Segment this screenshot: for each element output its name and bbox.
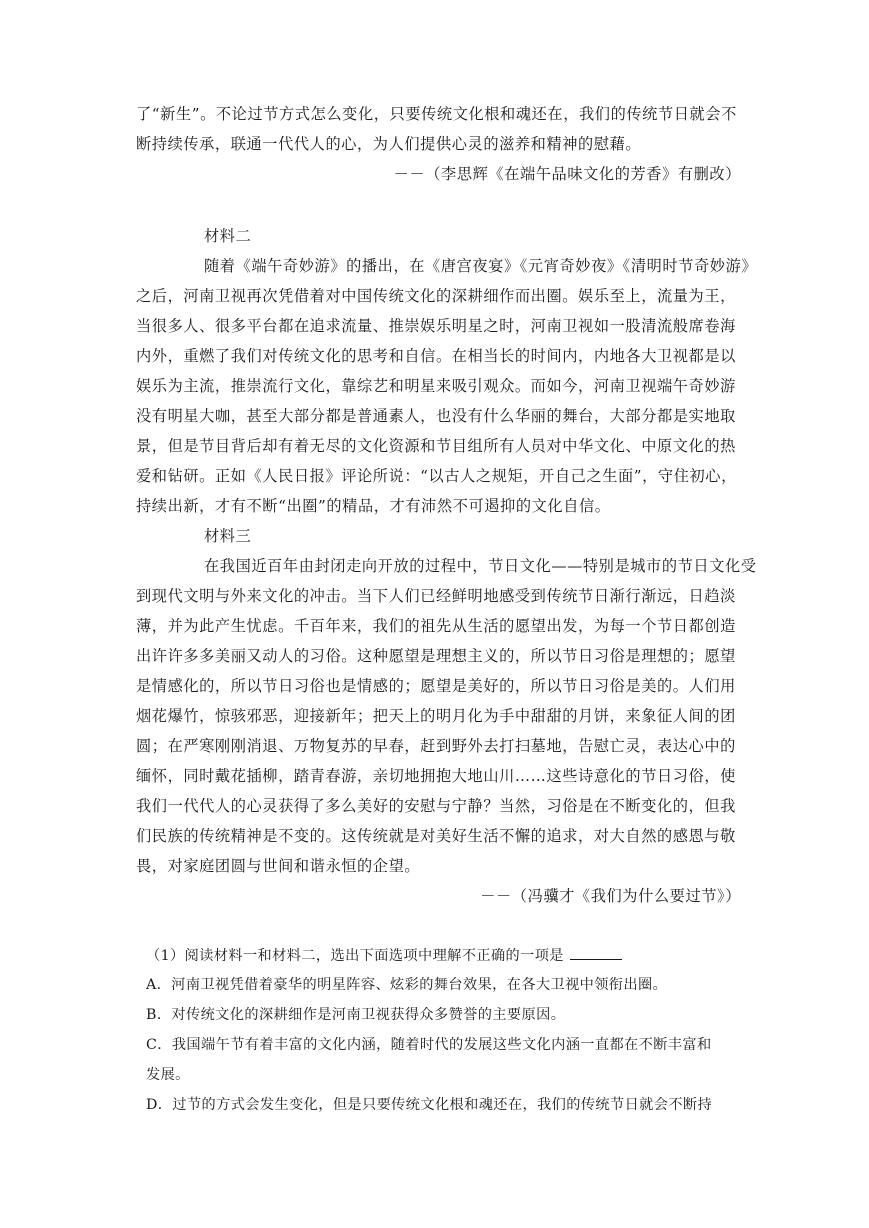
paragraph-line: 薄，并为此产生忧虑。千百年来，我们的祖先从生活的愿望出发，为每一个节日都创造 xyxy=(136,617,736,635)
paragraph-line: 当很多人、很多平台都在追求流量、推崇娱乐明星之时，河南卫视如一股清流般席卷海 xyxy=(136,317,736,335)
option-d: D．过节的方式会发生变化，但是只要传统文化根和魂还在，我们的传统节日就会不断持 xyxy=(146,1097,713,1113)
paragraph-line: 们民族的传统精神是不变的。这传统就是对美好生活不懈的追求，对大自然的感恩与敬 xyxy=(136,827,736,845)
paragraph-line: 出许许多多美丽又动人的习俗。这种愿望是理想主义的，所以节日习俗是理想的；愿望 xyxy=(136,647,736,665)
paragraph-line: 爱和钻研。正如《人民日报》评论所说：“以古人之规矩，开自己之生面”，守住初心， xyxy=(136,467,737,485)
section-heading: 材料三 xyxy=(204,527,252,545)
question-stem xyxy=(146,945,746,966)
paragraph-line: 圆；在严寒刚刚消退、万物复苏的早春，赶到野外去打扫墓地，告慰亡灵，表达心中的 xyxy=(136,737,736,755)
paragraph-line: 内外，重燃了我们对传统文化的思考和自信。在相当长的时间内，内地各大卫视都是以 xyxy=(136,347,736,365)
paragraph-line: 随着《端午奇妙游》的播出，在《唐宫夜宴》《元宵奇妙夜》《清明时节奇妙游》 xyxy=(204,257,758,275)
source-citation: －－（冯骥才《我们为什么要过节》） xyxy=(480,887,741,905)
paragraph-line: 在我国近百年由封闭走向开放的过程中，节日文化——特别是城市的节日文化受 xyxy=(204,557,757,575)
paragraph-line: 畏，对家庭团圆与世间和谐永恒的企望。 xyxy=(136,857,421,875)
paragraph-line: 娱乐为主流，推崇流行文化，靠综艺和明星来吸引观众。而如今，河南卫视端午奇妙游 xyxy=(136,377,736,395)
paragraph-line: 之后，河南卫视再次凭借着对中国传统文化的深耕细作而出圈。娱乐至上，流量为王， xyxy=(136,287,736,305)
paragraph-line: 缅怀，同时戴花插柳，踏青春游，亲切地拥抱大地山川……这些诗意化的节日习俗，使 xyxy=(136,767,736,785)
section-heading: 材料二 xyxy=(204,227,252,245)
option-a: A．河南卫视凭借着豪华的明星阵容、炫彩的舞台效果，在各大卫视中领衔出圈。 xyxy=(146,977,668,993)
paragraph-line: 了“新生”。不论过节方式怎么变化，只要传统文化根和魂还在，我们的传统节日就会不 xyxy=(136,105,737,123)
paragraph-line: 是情感化的，所以节日习俗也是情感的；愿望是美好的，所以节日习俗是美的。人们用 xyxy=(136,677,736,695)
paragraph-line: 持续出新，才有不断“出圈”的精品，才有沛然不可遏抑的文化自信。 xyxy=(136,497,611,515)
paragraph-line: 我们一代代人的心灵获得了多么美好的安慰与宁静？当然，习俗是在不断变化的，但我 xyxy=(136,797,736,815)
paragraph-line: 到现代文明与外来文化的冲击。当下人们已经鲜明地感受到传统节日渐行渐远，日趋淡 xyxy=(136,587,736,605)
option-c: C．我国端午节有着丰富的文化内涵，随着时代的发展这些文化内涵一直都在不断丰富和 xyxy=(146,1037,712,1053)
paragraph-line: 景，但是节目背后却有着无尽的文化资源和节目组所有人员对中华文化、中原文化的热 xyxy=(136,437,736,455)
paragraph-line: 烟花爆竹，惊骇邪恶，迎接新年；把天上的明月化为手中甜甜的月饼，来象征人间的团 xyxy=(136,707,736,725)
paragraph-line: 断持续传承，联通一代代人的心，为人们提供心灵的滋养和精神的慰藉。 xyxy=(136,135,642,153)
source-citation: －－（李思辉《在端午品味文化的芳香》有删改） xyxy=(393,165,741,183)
paragraph-line: 没有明星大咖，甚至大部分都是普通素人，也没有什么华丽的舞台，大部分都是实地取 xyxy=(136,407,736,425)
answer-blank[interactable] xyxy=(570,945,622,960)
option-b: B．对传统文化的深耕细作是河南卫视获得众多赞誉的主要原因。 xyxy=(146,1007,566,1023)
question-stem-text: （1）阅读材料一和材料二，选出下面选项中理解不正确的一项是 xyxy=(146,948,564,964)
option-c-continued: 发展。 xyxy=(146,1067,190,1083)
